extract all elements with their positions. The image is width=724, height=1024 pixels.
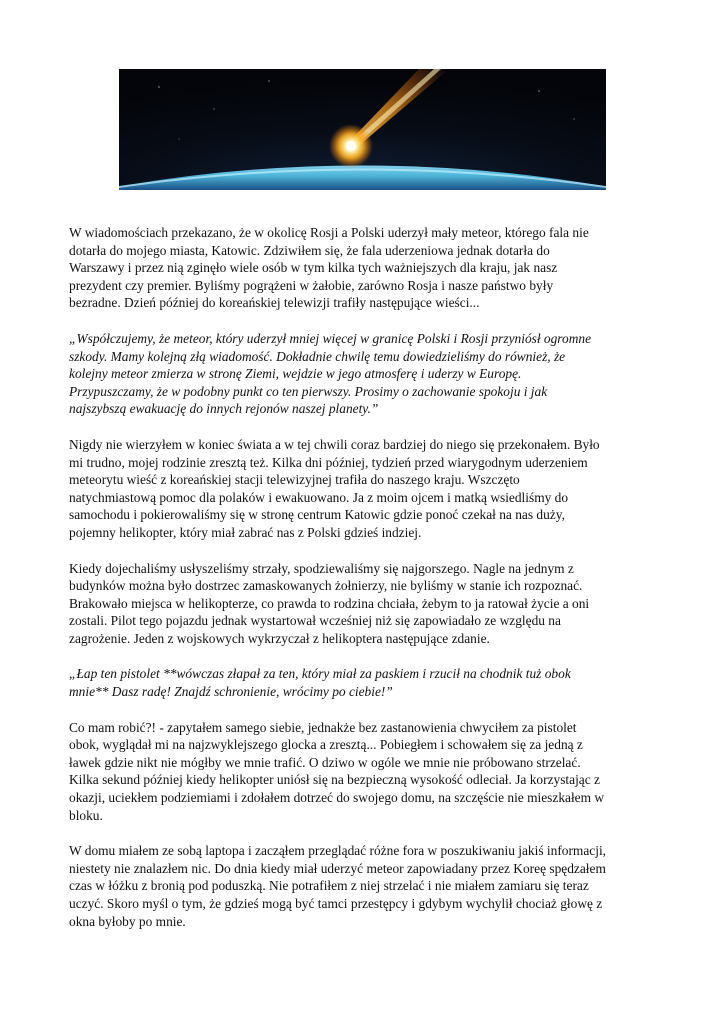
paragraph-4: Co mam robić?! - zapytałem samego siebie, jednakże bez zastanowienia chwyciłem za pistolet obok, wyglądał mi na najzwyklejszego glocka a zresztą... Pobiegłem i schowałem się za jedną z ławek gdzie nikt nie mógłby we mnie trafić. O dziwo w ogóle we mnie nie próbowano strzelać. Kilka sekund później kiedy helikopter uniósł się na bezpieczną wysokość odleciał. Ja korzystając z okazji, uciekłem podziemiami i zdołałem dotrzeć do swojego domu, na szczęście nie mieszkałem w bloku. bbox=[69, 719, 605, 823]
paragraph-5: W domu miałem ze sobą laptopa i zacząłem przeglądać różne fora w poszukiwaniu jakiś informacji, niestety nie znalazłem nic. Do dnia kiedy miał uderzyć meteor zapowiadany przez Koreę spędzałem czas w łóżku z bronią pod poduszką. Nie potrafiłem z niej strzelać i nie miałem zamiaru się teraz uczyć. Skoro myśl o tym, że gdzieś mogą być tamci przestępcy i gdybym wychylił chociaż głowę z okna byłoby po mnie. bbox=[69, 843, 607, 929]
quote-korean-broadcast: „Współczujemy, że meteor, który uderzył mniej więcej w granicę Polski i Rosji przyniósł ogromne szkody. Mamy kolejną złą wiadomość. Dokładnie chwilę temu dowiedzieliśmy do również, że kolejny meteor zmierza w stronę Ziemi, wejdzie w jego atmosferę i uderzy w Europę. Przypuszczamy, że w podobny punkt co ten pierwszy. Prosimy o zachowanie spokoju i jak najszybszą ewakuację do innych rejonów naszej planety.” bbox=[69, 330, 592, 417]
quote-soldier: „Łap ten pistolet **wówczas złapał za ten, który miał za paskiem i rzucił na chodnik tuż obok mnie** Dasz radę! Znajdź schronienie, wrócimy po ciebie!” bbox=[69, 666, 571, 700]
paragraph-3: Kiedy dojechaliśmy usłyszeliśmy strzały, spodziewaliśmy się najgorszego. Nagle na jednym z budynków można było dostrzec zamaskowanych żołnierzy, nie byliśmy w stanie ich rozpoznać. Brakowało miejsca w helikopterze, co prawda to rodzina chciała, żebym to ja ratował życie a oni zostali. Pilot tego pojazdu jednak wystartował wcześniej niż się zapowiadało ze względu na zagrożenie. Jeden z wojskowych wykrzyczał z helikoptera następujące zdanie. bbox=[69, 560, 590, 646]
meteor-image bbox=[119, 69, 606, 190]
story-text bbox=[69, 224, 663, 948]
meteor-illustration bbox=[119, 69, 606, 190]
paragraph-2: Nigdy nie wierzyłem w koniec świata a w tej chwili coraz bardziej do niego się przekonałem. Było mi trudno, mojej rodzinie zresztą też. Kilka dni później, tydzień przed wiarygodnym uderzeniem meteorytu wieść z koreańskiej stacji telewizyjnej trafiła do naszego kraju. Wszczęto natychmiastową pomoc dla polaków i ewakuowano. Ja z moim ojcem i matką wsiedliśmy do samochodu i pokierowaliśmy się w stronę centrum Katowic gdzie ponoć czekał na nas duży, pojemny helikopter, który miał zabrać nas z Polski gdzieś indziej. bbox=[69, 436, 600, 540]
paragraph-1: W wiadomościach przekazano, że w okolicę Rosji a Polski uderzył mały meteor, którego fala nie dotarła do mojego miasta, Katowic. Zdziwiłem się, że fala uderzeniowa jednak dotarła do Warszawy i przez nią zginęło wiele osób w tym kilka tych ważniejszych dla kraju, jak nasz prezydent czy premier. Byliśmy pogrążeni w żałobie, zarówno Rosja i nasze państwo były bezradne. Dzień później do koreańskiej telewizji trafiły następujące wieści... bbox=[69, 225, 589, 311]
